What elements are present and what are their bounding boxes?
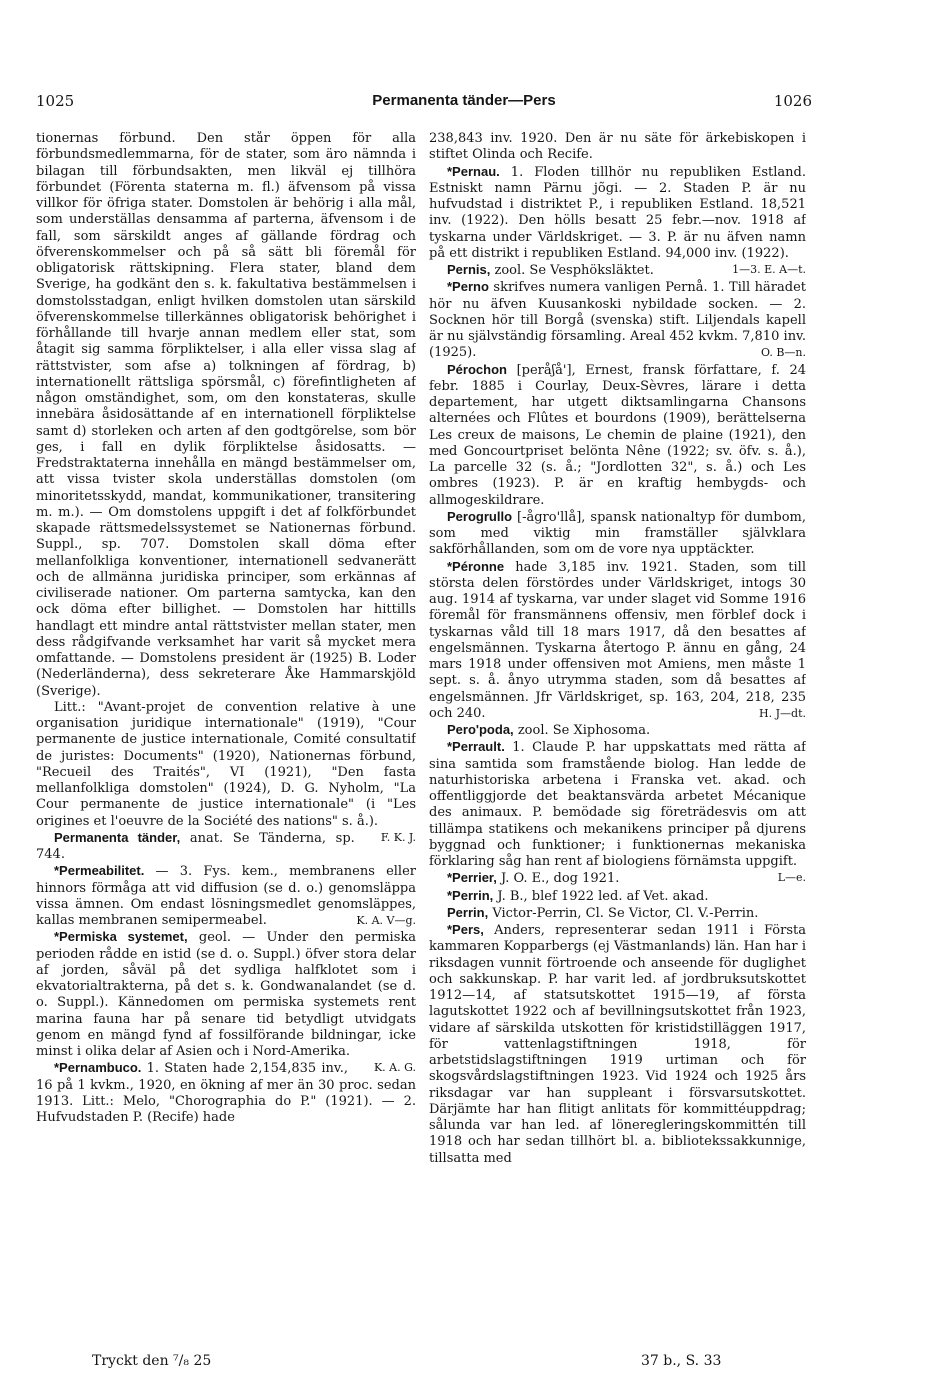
entry-headword: *Péronne bbox=[447, 558, 505, 574]
entry-perrin-victor bbox=[429, 905, 806, 922]
entry-permeabilitet bbox=[36, 863, 416, 929]
entry-text: tionernas förbund. Den står öppen för alla förbundsmedlemmarna, för de stater, som äro nämnda i bilagan till förbundsakten, men likväl ej tillhöra förbundet (Förenta staterna m. fl.) äfvensom på vissa villkor för öfriga stater. Domstolen är behörig i alla mål, som underställas densamma af parterna, äfvensom i de fall, som särskildt anges af gällande fördrag och öfverenskommelser och på så sätt bli föremål för obligatorisk rättskipning. Flera stater, bland dem Sverige, ha godkänt den s. k. fakultativa bestämmelsen i domstolsstadgan, enligt hvilken domstolen utan särskild öfverenskommelse tillerkännes obligatorisk behörighet i förhållande till hvarje annan medlem eller stat, som åtagit sig samma förpliktelser, i alla eller vissa slag af rättstvister, som afse a) tolkningen af fördrag, b) internationellt rättsliga spörsmål, c) förefintligheten af någon omständighet, som, om den konstateras, skulle innebära åsidosättande af en internationell förpliktelse samt d) storleken och arten af den godtgörelse, som bör ges, i fall en dylik förpliktelse åsidosatts. — Fredstraktaterna innehålla en mängd bestämmelser om, att vissa tvister skola underställas domstolen (om minoritetsskydd, mandat, kommunikationer, transitering m. m.). — Om domstolens uppgift i det af folkförbundet skapade rättsmedelssystemet se Nationernas förbund. Suppl., sp. 707. Domstolen skall döma efter mellanfolkliga konventioner, internationell sedvanerätt och de allmänna juridiska principer, som erkännas af civiliserade nationer. Om parterna samtycka, kan den ock döma efter billighet. — Domstolen har hittills handlagt ett mindre antal rättstvister mellan stater, men dess rådgifvande verksamhet har varit så mycket mera omfattande. — Domstolens president är (1925) B. Loder (Nederländerna), dess sekreterare Åke Hammarskjöld (Sverige). bbox=[36, 131, 416, 699]
entry-perogrullo bbox=[429, 509, 806, 559]
left-column bbox=[36, 131, 416, 1311]
right-column bbox=[429, 131, 806, 1311]
entry-text: anat. Se Tänderna, sp. 744. bbox=[36, 830, 355, 862]
entry-perochon bbox=[429, 362, 806, 509]
page-number-right: 1026 bbox=[773, 92, 812, 110]
entry-headword: Pernis, bbox=[447, 262, 491, 277]
entry-headword: Perogrullo bbox=[447, 508, 513, 524]
entry-text: 238,843 inv. 1920. Den är nu säte för ärkebiskopen i stiftet Olinda och Recife. bbox=[429, 131, 806, 163]
page-number-left: 1025 bbox=[36, 92, 75, 110]
signature-mark: 37 b., S. 33 bbox=[641, 1353, 722, 1369]
entry-perno bbox=[429, 279, 806, 361]
author-signature: K. A. G. bbox=[373, 1061, 416, 1075]
author-signature: 1—3. E. A—t. bbox=[732, 263, 806, 276]
author-signature: H. J—dt. bbox=[759, 706, 806, 720]
entry-headword: *Permiska systemet, bbox=[54, 929, 188, 945]
entry-text: 1. Staten hade 2,154,835 inv., 16 på 1 kvkm., 1920, en ökning af mer än 30 proc. sedan 1913. Litt.: Melo, "Chorographia do P." (1921). — 2. Hufvudstaden P. (Recife) hade bbox=[36, 1061, 416, 1125]
entry-text: — 3. Fys. kem., membranens eller hinnors förmåga att vid diffusion (se d. o.) genomsläppa vissa ämnen. Om endast lösningsmedlet genomsläppes, kallas membranen semipermeabel. bbox=[36, 864, 416, 928]
entry-headword: Permanenta tänder, bbox=[54, 829, 181, 845]
entry-text: Victor-Perrin, Cl. Se Victor, Cl. V.-Perrin. bbox=[492, 905, 759, 921]
entry-headword: Pérochon bbox=[447, 361, 507, 377]
entry-text: 1. Floden tillhör nu republiken Estland. Estniskt namn Pärnu jõgi. — 2. Staden P. är nu hufvudstad i distriktet P., i republiken Estland. 18,521 inv. (1922). Den hölls besatt 25 febr.—nov. 1918 af tyskarna under Världskriget. — 3. P. är nu äfven namn på ett distrikt i republiken Estland. 94,000 inv. (1922). bbox=[429, 164, 806, 261]
entry-headword: *Pernambuco. bbox=[54, 1060, 142, 1076]
entry-headword: *Pers, bbox=[447, 922, 484, 937]
entry-headword: *Pernau. bbox=[447, 163, 500, 179]
entry-headword: *Perrault. bbox=[447, 739, 505, 755]
entry-headword: Perrin, bbox=[447, 904, 489, 920]
entry-text: hade 3,185 inv. 1921. Staden, som till största delen förstördes under Världskriget, intogs 30 aug. 1914 af tyskarna, var under slaget vid Somme 1916 föremål för fransmännens offensiv, men förblef dock i tyskarnas våld till 18 mars 1917, då den besattes af engelsmännen. Tyskarna återtogo P. ännu en gång, 24 mars 1918 under offensiven mot Amiens, men måste 1 sept. s. å. ånyo utrymma staden, som då besattes af engelsmännen. Jfr Världskriget, sp. 163, 204, 218, 235 och 240. bbox=[429, 559, 806, 721]
entry-headword: Pero'poda, bbox=[447, 722, 514, 737]
print-date: Tryckt den ⁷/₈ 25 bbox=[92, 1353, 212, 1369]
author-signature: L—e. bbox=[777, 871, 806, 885]
entry-permanenta-tander bbox=[36, 830, 416, 864]
entry-text: zool. Se Xiphosoma. bbox=[517, 723, 651, 738]
entry-text: Anders, representerar sedan 1911 i Första kammaren Kopparbergs (ej Västmanlands) län. Han har i riksdagen vunnit förtroende och anseende för duglighet och sakkunskap. P. har varit led. af jordbruksutskottet 1912—14, af statsutskottet 1915—19, af första lagutskottet 1922 och af bevillningsutskottet från 1923, vidare af särskilda utskotten för kristidstilläggen 1917, för vattenlagstiftningen 1918, för arbetstidslagstiftningen 1919 urtiman och för skogsvårdslagstiftningen 1923. Vid 1924 och 1925 års riksdagar var han suppleant i försvarsutskottet. Därjämte har han flitigt anlitats för kommittéuppdrag; sålunda var han led. af löneregleringskommittén till 1918 och har sedan tillhört bl. a. bibliotekssakkunnige, tillsatta med bbox=[429, 923, 806, 1166]
entry-perrin-jb bbox=[429, 888, 806, 905]
entry-text: Litt.: "Avant-projet de convention relative à une organisation juridique internationale" (1919), "Cour permanente de justice internationale, Comité consultatif de juristes: Documents" (1920), Nationernas förbund, "Recueil des Traités", VI (1921), "Den fasta mellanfolkliga domstolen" (1924), D. G. Nyholm, "La Cour permanente de justice internationale" (i "Les origines et l'oeuvre de la Société des nations" s. å.). bbox=[36, 699, 416, 829]
entry-text: 1. Claude P. har uppskattats med rätta af sina samtida som framstående biolog. Han ledde de naturhistoriska arbetena i Franska vet. akad. och offentliggjorde det beaktansvärda arbetet Mécanique des animaux. P. bemödade sig företrädesvis om att tillämpa statikens och mekanikens principer på djurens byggnad och funktioner; i funktionernas mekaniska förklaring såg han rent af biologiens förnämsta uppgift. bbox=[429, 740, 806, 869]
entry-text: skrifves numera vanligen Pernå. 1. Till häradet hör nu äfven Kuusankoski nybildade socken. — 2. Socknen hör till Borgå (svenska) stift. Liljendals kapell är nu självständig församling. Areal 452 kvkm. 7,810 inv. (1925). bbox=[429, 280, 806, 361]
running-head: Permanenta tänder—Pers bbox=[372, 92, 556, 109]
entry-text: [-ågro'llå], spansk nationaltyp för dumbom, som med viktig min framställer självklara sakförhållanden, som om de vore nya upptäckter. bbox=[429, 509, 806, 558]
entry-peropoda bbox=[429, 722, 806, 739]
entry-text: J. O. E., dog 1921. bbox=[501, 871, 620, 887]
entry-peronne bbox=[429, 559, 806, 723]
entry-text: J. B., blef 1922 led. af Vet. akad. bbox=[497, 888, 709, 904]
entry-text: geol. — Under den permiska perioden rådde en istid (se d. o. Suppl.) öfver stora delar af jorden, såväl på det sydliga halfklotet som i ekvatorialtrakterna, på det s. k. Gondwanalandet (se d. o. Suppl.). Kännedomen om permiska systemets rent marina fauna har på senare tid betydligt utvidgats genom en mängd fynd af fossilförande bildningar, icke minst i olika delar af Asien och i Nord-Amerika. bbox=[36, 930, 416, 1059]
author-signature: F. K. J. bbox=[380, 830, 416, 844]
entry-headword: *Perno bbox=[447, 279, 489, 295]
entry-headword: *Perrin, bbox=[447, 887, 494, 903]
entry-text: [peråʃå'], Ernest, fransk författare, f. 24 febr. 1885 i Courlay, Deux-Sèvres, lärare i detta departement, har utgett diktsamlingarna Chansons alternées och Flûtes et bourdons (1909), berättelserna Les creux de maisons, Le chemin de plaine (1921), den med Goncourtpriset belönta Nêne (1922; sv. öfv. s. å.), La parcelle 32 (s. å.; "Jordlotten 32", s. å.) och Les ombres (1923). P. är en kraftig hembygds- och allmogeskildrare. bbox=[429, 362, 806, 508]
entry-headword: *Permeabilitet. bbox=[54, 863, 145, 879]
entry-headword: *Perrier, bbox=[447, 870, 497, 886]
entry-pers bbox=[429, 922, 806, 1167]
entry-perrier bbox=[429, 870, 806, 887]
entry-text: zool. Se Vesphöksläktet. bbox=[494, 263, 654, 278]
author-signature: K. A. V—g. bbox=[356, 914, 416, 927]
author-signature: O. B—n. bbox=[760, 346, 806, 360]
